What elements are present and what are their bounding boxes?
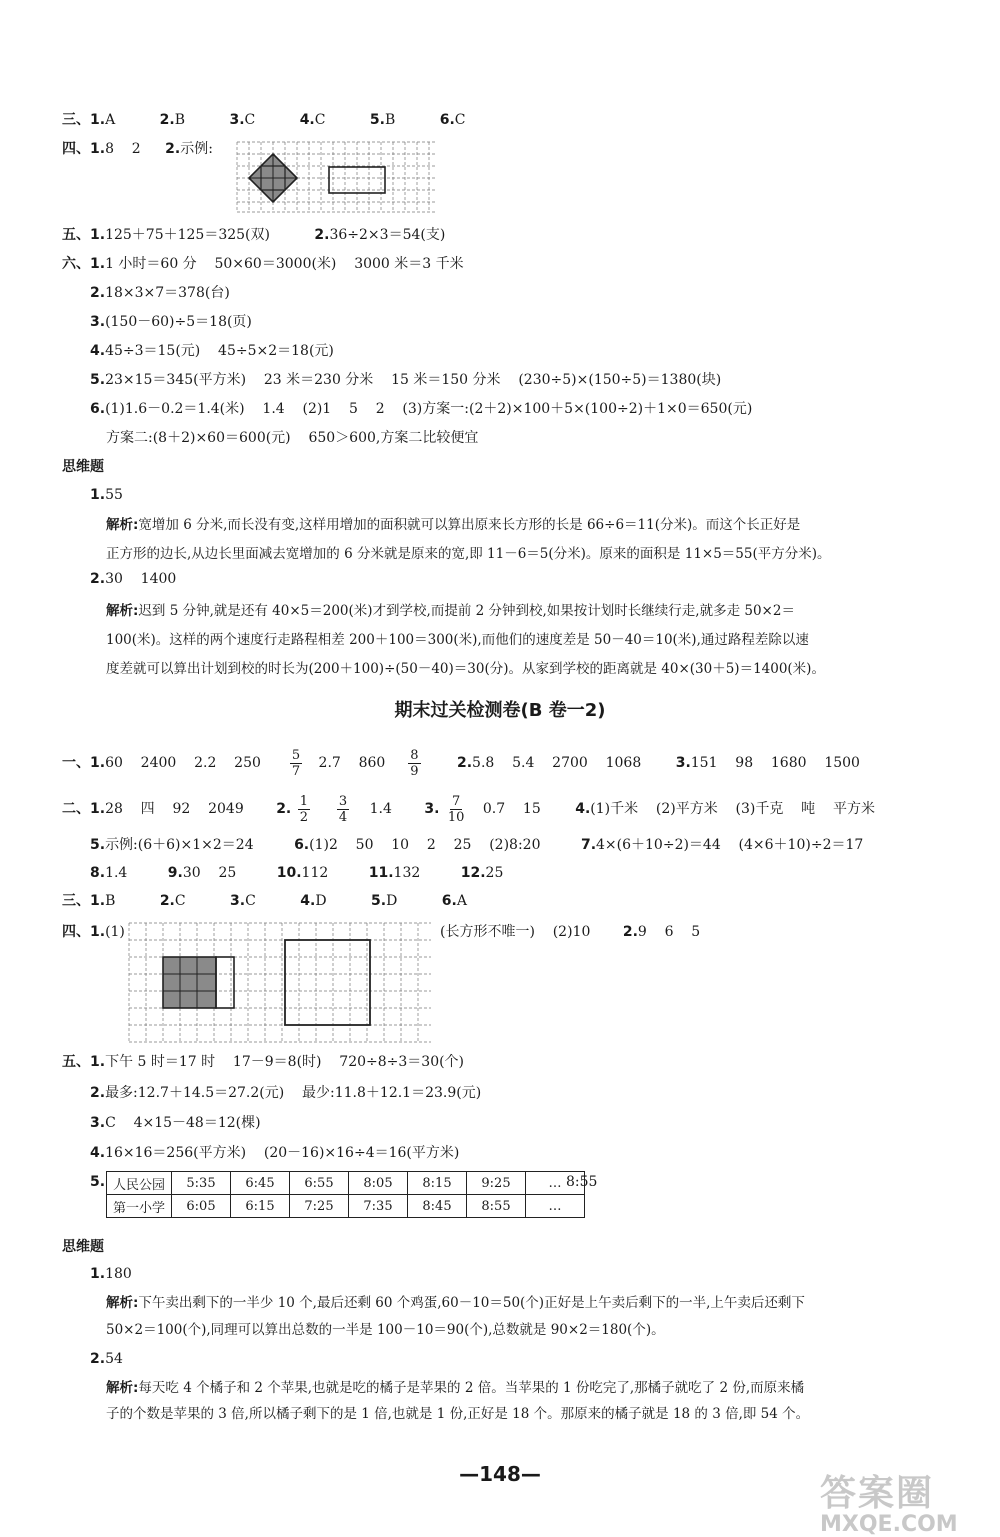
- table-cell: 第一小学: [107, 1195, 172, 1218]
- table-cell: 7:25: [290, 1195, 349, 1218]
- thinking-q2-explanation-1: 解析:迟到 5 分钟,就是还有 40×5＝200(米)才到学校,而提前 2 分钟到校,如果按计划时长继续行走,就多走 50×2＝: [106, 603, 795, 619]
- table-cell: 6:15: [231, 1195, 290, 1218]
- watermark-logo: 答案圈 MXQE.COM: [820, 1473, 958, 1537]
- b-answer-line-er-2: 5.示例:(6＋6)×1×2＝24 6.(1)2 50 10 2 25 (2)8:20 7.4×(6＋10÷2)＝44 (4×6＋10)÷2＝17: [90, 837, 864, 853]
- large-square: [285, 940, 370, 1025]
- b-answer-line-wu-5-number: 5.: [90, 1174, 106, 1190]
- thinking-q1-explanation-2: 正方形的边长,从边长里面减去宽增加的 6 分米就是原来的宽,即 11－6＝5(分米)。原来的面积是 11×5＝55(平方分米)。: [106, 546, 831, 562]
- b-answer-line-wu-1: 五、1.下午 5 时＝17 时 17－9＝8(时) 720÷8÷3＝30(个): [62, 1054, 465, 1070]
- table-cell: 8:15: [408, 1172, 467, 1195]
- b-answer-line-wu-5-answer: 8:55: [566, 1174, 598, 1190]
- answer-line-liu-5: 5.23×15＝345(平方米) 23 米＝230 分米 15 米＝150 分米 (230÷5)×(150÷5)＝1380(块): [90, 372, 722, 388]
- section-title: 期末过关检测卷(B 卷一2): [394, 700, 606, 721]
- answer-line-si: 四、1.8 2 2.示例:: [62, 141, 213, 157]
- b-answer-line-si-text: (长方形不唯一) (2)10 2.9 6 5: [440, 924, 701, 940]
- thinking-q2-answer: 2.30 1400: [90, 571, 177, 587]
- b-answer-line-er-1: 二、1.28 四 92 2049 2. $\frac{1}{2}$ $\frac{3}{4}$ 1.4 3. $\frac{7}{10}$ 0.7 15 4.(1)千米 (2)平方米 (3)千克 吨 平方米: [62, 793, 875, 825]
- answer-line-liu-1: 六、1.1 小时＝60 分 50×60＝3000(米) 3000 米＝3 千米: [62, 256, 464, 272]
- answer-line-san: 三、1.A 2.B 3.C 4.C 5.B 6.C: [62, 112, 466, 128]
- table-cell: 5:35: [172, 1172, 231, 1195]
- table-cell: 6:45: [231, 1172, 290, 1195]
- thinking-heading-2: 思维题: [62, 1239, 104, 1255]
- b-answer-line-san: 三、1.B 2.C 3.C 4.D 5.D 6.A: [62, 893, 467, 909]
- thinking-q1-answer: 1.55: [90, 487, 123, 503]
- b-answer-line-wu-4: 4.16×16＝256(平方米) (20－16)×16÷4＝16(平方米): [90, 1145, 460, 1161]
- table-cell: 6:55: [290, 1172, 349, 1195]
- page-number: —148—: [459, 1462, 541, 1486]
- shaded-grid-block: [163, 957, 216, 1008]
- table-cell: 8:45: [408, 1195, 467, 1218]
- b-answer-line-wu-2: 2.最多:12.7＋14.5＝27.2(元) 最少:11.8＋12.1＝23.9(元): [90, 1085, 482, 1101]
- thinking-q1-explanation-1: 解析:宽增加 6 分米,而长没有变,这样用增加的面积就可以算出原来长方形的长是 66÷6＝11(分米)。而这个长正好是: [106, 517, 801, 533]
- thinking-q2-explanation-2: 100(米)。这样的两个速度行走路程相差 200＋100＝300(米),而他们的速度差是 50－40＝10(米),通过路程差除以速: [106, 632, 809, 648]
- table-cell: 7:35: [349, 1195, 408, 1218]
- b-thinking-q2-answer: 2.54: [90, 1351, 123, 1367]
- b-answer-line-er-3: 8.1.4 9.30 25 10.112 11.132 12.25: [90, 865, 504, 881]
- answer-line-liu-3: 3.(150－60)÷5＝18(页): [90, 314, 252, 330]
- fraction-8-9: $\frac{8}{9}$: [410, 747, 419, 779]
- thinking-q2-explanation-3: 度差就可以算出计划到校的时长为(200＋100)÷(50－40)＝30(分)。从家到学校的距离就是 40×(30＋5)＝1400(米)。: [106, 661, 825, 677]
- table-cell: 8:55: [467, 1195, 526, 1218]
- table-cell: …: [526, 1172, 585, 1195]
- b-thinking-q2-explanation-1: 解析:每天吃 4 个橘子和 2 个苹果,也就是吃的橘子是苹果的 2 倍。当苹果的 1 份吃完了,那橘子就吃了 2 份,而原来橘: [106, 1380, 805, 1396]
- fraction-5-7: $\frac{5}{7}$: [291, 747, 301, 779]
- table-cell: …: [526, 1195, 585, 1218]
- table-cell: 6:05: [172, 1195, 231, 1218]
- fraction-7-10: $\frac{7}{10}$: [447, 793, 465, 825]
- table-row: [107, 1172, 585, 1195]
- fraction-3-4: $\frac{3}{4}$: [338, 793, 348, 825]
- b-thinking-q1-explanation-1: 解析:下午卖出剩下的一半少 10 个,最后还剩 60 个鸡蛋,60－10＝50(个)正好是上午卖后剩下的一半,上午卖后还剩下: [106, 1295, 805, 1311]
- thinking-heading-1: 思维题: [62, 459, 104, 475]
- table-row: [107, 1195, 585, 1218]
- b-answer-line-wu-3: 3.C 4×15－48＝12(棵): [90, 1115, 261, 1131]
- b-thinking-q2-explanation-2: 子的个数是苹果的 3 倍,所以橘子剩下的是 1 倍,也就是 1 份,正好是 18 个。那原来的橘子就是 18 的 3 倍,即 54 个。: [106, 1406, 810, 1422]
- b-thinking-q1-answer: 1.180: [90, 1266, 132, 1282]
- grid-figure-1: [232, 140, 442, 215]
- answer-line-liu-2: 2.18×3×7＝378(台): [90, 285, 230, 301]
- table-cell: 8:05: [349, 1172, 408, 1195]
- bus-timetable: [106, 1171, 585, 1218]
- answer-line-liu-6b: 方案二:(8＋2)×60＝600(元) 650＞600,方案二比较便宜: [106, 430, 479, 446]
- b-answer-line-si-label: 四、1.(1): [62, 924, 125, 940]
- b-thinking-q1-explanation-2: 50×2＝100(个),同理可以算出总数的一半是 100－10＝90(个),总数就是 90×2＝180(个)。: [106, 1322, 665, 1338]
- fraction-1-2: $\frac{1}{2}$: [299, 793, 308, 825]
- b-answer-line-yi: 一、1.60 2400 2.2 250 $\frac{5}{7}$ 2.7 860 $\frac{8}{9}$ 2.5.8 5.4 2700 1068 3.151 98 1680 1500: [62, 747, 860, 779]
- table-cell: 9:25: [467, 1172, 526, 1195]
- answer-line-liu-4: 4.45÷3＝15(元) 45÷5×2＝18(元): [90, 343, 334, 359]
- answer-line-liu-6: 6.(1)1.6－0.2＝1.4(米) 1.4 (2)1 5 2 (3)方案一:(2＋2)×100＋5×(100÷2)＋1×0＝650(元): [90, 401, 753, 417]
- answer-line-wu: 五、1.125＋75＋125＝325(双) 2.36÷2×3＝54(支): [62, 227, 446, 243]
- grid-figure-2: [127, 920, 433, 1045]
- table-cell: 人民公园: [107, 1172, 172, 1195]
